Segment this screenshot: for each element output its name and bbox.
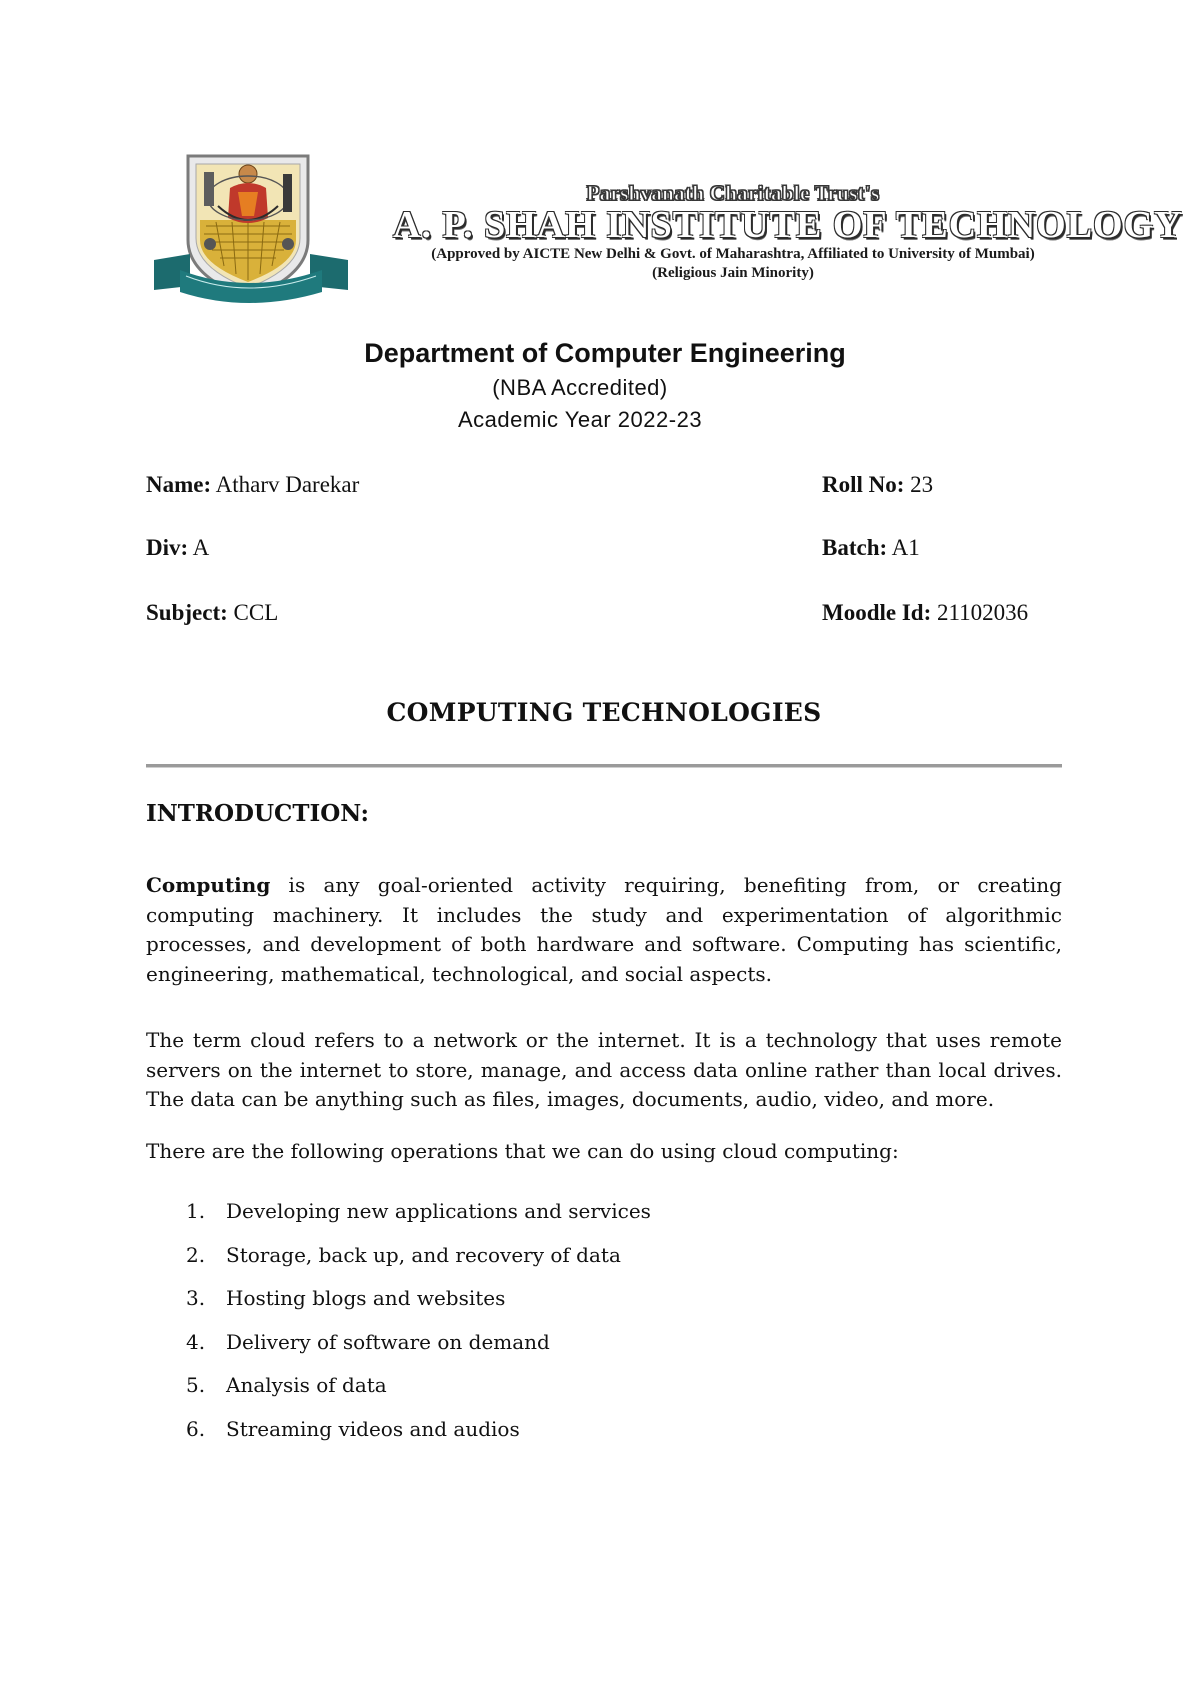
list-number: 3.: [186, 1286, 206, 1311]
moodle-label: Moodle Id:: [822, 600, 932, 625]
paragraph-cloud: The term cloud refers to a network or the internet. It is a technology that uses remote servers on the internet to store, manage, and access data online rather than local drives. The data can be anything such as files, images, documents, audio, video, and more.: [146, 1028, 1062, 1111]
subject: [146, 600, 278, 626]
moodle-id: [822, 600, 1028, 626]
student-name: [146, 472, 359, 498]
list-number: 2.: [186, 1242, 206, 1267]
batch: [822, 535, 920, 561]
name-value: Atharv Darekar: [215, 472, 360, 497]
list-item: [146, 1330, 651, 1374]
trust-name: Parshvanath Charitable Trust's: [586, 181, 880, 205]
batch-value: A1: [891, 535, 920, 560]
list-number: 5.: [186, 1373, 206, 1398]
list-number: 6.: [186, 1416, 206, 1441]
list-item: [146, 1199, 651, 1243]
list-text: Developing new applications and services: [226, 1199, 651, 1223]
list-text: Analysis of data: [226, 1373, 387, 1398]
list-item: [146, 1243, 651, 1287]
paragraph-text: is any goal-oriented activity requiring, benefiting from, or creating computing machinery. It includes the study and experimentation of algorithmic processes, and development of both hardware and software. Computing has scientific, engineering, mathematical, technological, and social aspects.: [146, 873, 1062, 986]
accreditation: (NBA Accredited): [492, 375, 668, 400]
academic-year: Academic Year 2022-23: [457, 407, 703, 432]
minority-line: (Religious Jain Minority): [652, 265, 814, 281]
moodle-value: 21102036: [937, 600, 1029, 625]
subject-label: Subject:: [146, 600, 228, 625]
list-number: 1.: [186, 1199, 206, 1223]
computing-term: Computing: [146, 873, 271, 897]
document-title: COMPUTING TECHNOLOGIES: [386, 698, 822, 727]
roll-number: [822, 472, 933, 498]
list-text: Streaming videos and audios: [226, 1416, 520, 1441]
roll-label: Roll No:: [822, 472, 905, 497]
institute-crest-icon: [150, 148, 352, 308]
department-name: Department of Computer Engineering: [364, 338, 846, 368]
batch-label: Batch:: [822, 535, 888, 560]
list-text: Delivery of software on demand: [226, 1329, 550, 1354]
list-item: [146, 1373, 651, 1417]
operations-list: [146, 1199, 651, 1461]
roll-value: 23: [910, 472, 934, 497]
list-text: Storage, back up, and recovery of data: [226, 1242, 621, 1267]
list-number: 4.: [186, 1329, 206, 1354]
paragraph-computing: [146, 871, 1062, 989]
list-text: Hosting blogs and websites: [226, 1286, 506, 1311]
div-value: A: [192, 535, 210, 560]
division: [146, 535, 209, 561]
name-label: Name:: [146, 472, 212, 497]
approval-line: (Approved by AICTE New Delhi & Govt. of Maharashtra, Affiliated to University of Mumbai): [431, 246, 1035, 262]
horizontal-rule: [146, 764, 1062, 768]
list-item: [146, 1286, 651, 1330]
section-heading: INTRODUCTION:: [146, 800, 369, 827]
subject-value: CCL: [233, 600, 279, 625]
institute-name: A. P. SHAH INSTITUTE OF TECHNOLOGY: [393, 204, 1183, 246]
div-label: Div:: [146, 535, 189, 560]
paragraph-operations: There are the following operations that we can do using cloud computing:: [146, 1139, 899, 1163]
list-item: [146, 1417, 651, 1461]
